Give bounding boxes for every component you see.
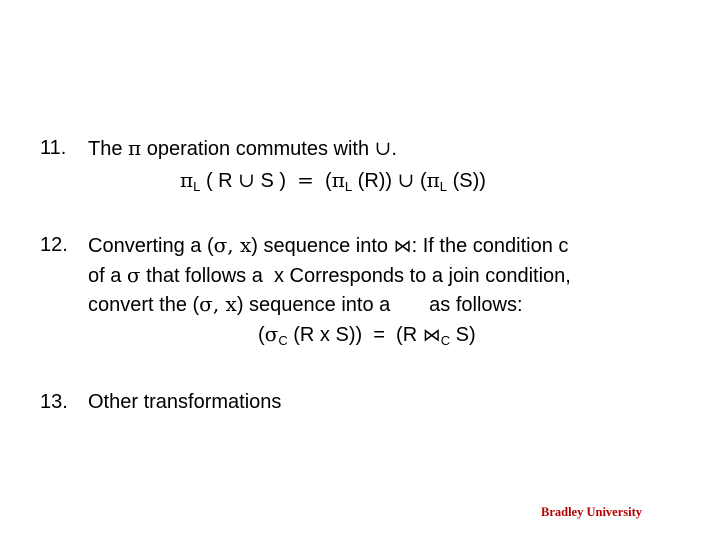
sigma-symbol: σ bbox=[213, 233, 228, 257]
join-icon: ⋈ bbox=[422, 325, 441, 346]
item-13-number: 13. bbox=[40, 391, 68, 413]
item-12-line-3: convert the (σ, x) sequence into a as follows: bbox=[88, 292, 523, 316]
item-12-line-2: of a σ that follows a x Corresponds to a join condition, bbox=[88, 263, 571, 287]
join-icon: ⋈ bbox=[393, 236, 412, 257]
item-12-number: 12. bbox=[40, 234, 68, 256]
footer-university: Bradley University bbox=[541, 505, 643, 519]
item-11-number: 11. bbox=[40, 137, 67, 159]
item-12-line-1: Converting a (σ, x) sequence into ⋈: If the condition c bbox=[88, 233, 569, 257]
pi-symbol: π bbox=[128, 136, 142, 160]
item-12-formula: ($\sigma_C$ (R x S)) = (R $⋈_C$ S) bbox=[258, 322, 476, 348]
item-11-line: The π operation commutes with ∪. bbox=[88, 136, 397, 160]
union-symbol: ∪ bbox=[374, 136, 392, 160]
item-11-formula: $\pi_L$ ( R ∪ S ) = ($\pi_L$ (R)) ∪ ($\pi_L$ (S)) bbox=[180, 168, 486, 194]
item-13-line: Other transformations bbox=[88, 391, 282, 413]
